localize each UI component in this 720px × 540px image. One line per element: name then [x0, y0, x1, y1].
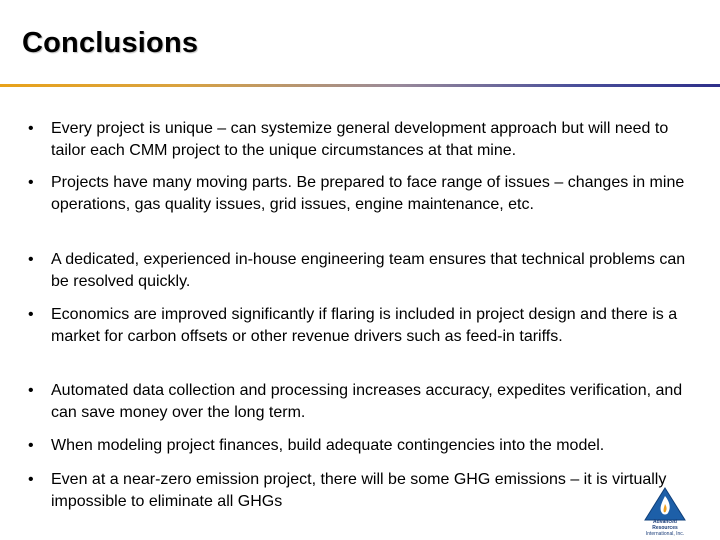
bullet-dot: • — [28, 306, 34, 323]
bullet-dot: • — [28, 471, 34, 488]
bullet-dot: • — [28, 120, 34, 137]
bullet-text: A dedicated, experienced in-house engineering team ensures that technical problems can be resolved quickly. — [51, 251, 686, 290]
logo-wordmark — [640, 519, 690, 537]
bullet-text: Automated data collection and processing increases accuracy, expedites verification, and can save money over the long term. — [51, 382, 683, 421]
logo-subtitle: International, Inc. — [645, 531, 685, 537]
slide-title: Conclusions — [22, 27, 199, 59]
bullet-dot: • — [28, 174, 34, 191]
bullet-text: Every project is unique – can systemize general development approach but will need to tailor each CMM project to the unique circumstances at that mine. — [51, 120, 669, 159]
bullet-dot: • — [28, 251, 34, 268]
bullet-text: Even at a near-zero emission project, there will be some GHG emissions – it is virtually impossible to eliminate all GHGs — [51, 471, 667, 510]
bullet-dot: • — [28, 437, 34, 454]
company-logo — [640, 487, 690, 537]
bullet-text: Economics are improved significantly if flaring is included in project design and there is a market for carbon offsets or other revenue drivers such as feed-in tariffs. — [51, 306, 678, 345]
bullet-dot: • — [28, 382, 34, 399]
title-divider — [0, 84, 720, 87]
flame-triangle-logo-icon — [640, 487, 690, 521]
bullet-text: When modeling project finances, build adequate contingencies into the model. — [51, 437, 605, 454]
logo-name: Advanced Resources — [652, 519, 678, 531]
bullet-text: Projects have many moving parts. Be prepared to face range of issues – changes in mine operations, gas quality issues, grid issues, engine maintenance, etc. — [51, 174, 685, 213]
